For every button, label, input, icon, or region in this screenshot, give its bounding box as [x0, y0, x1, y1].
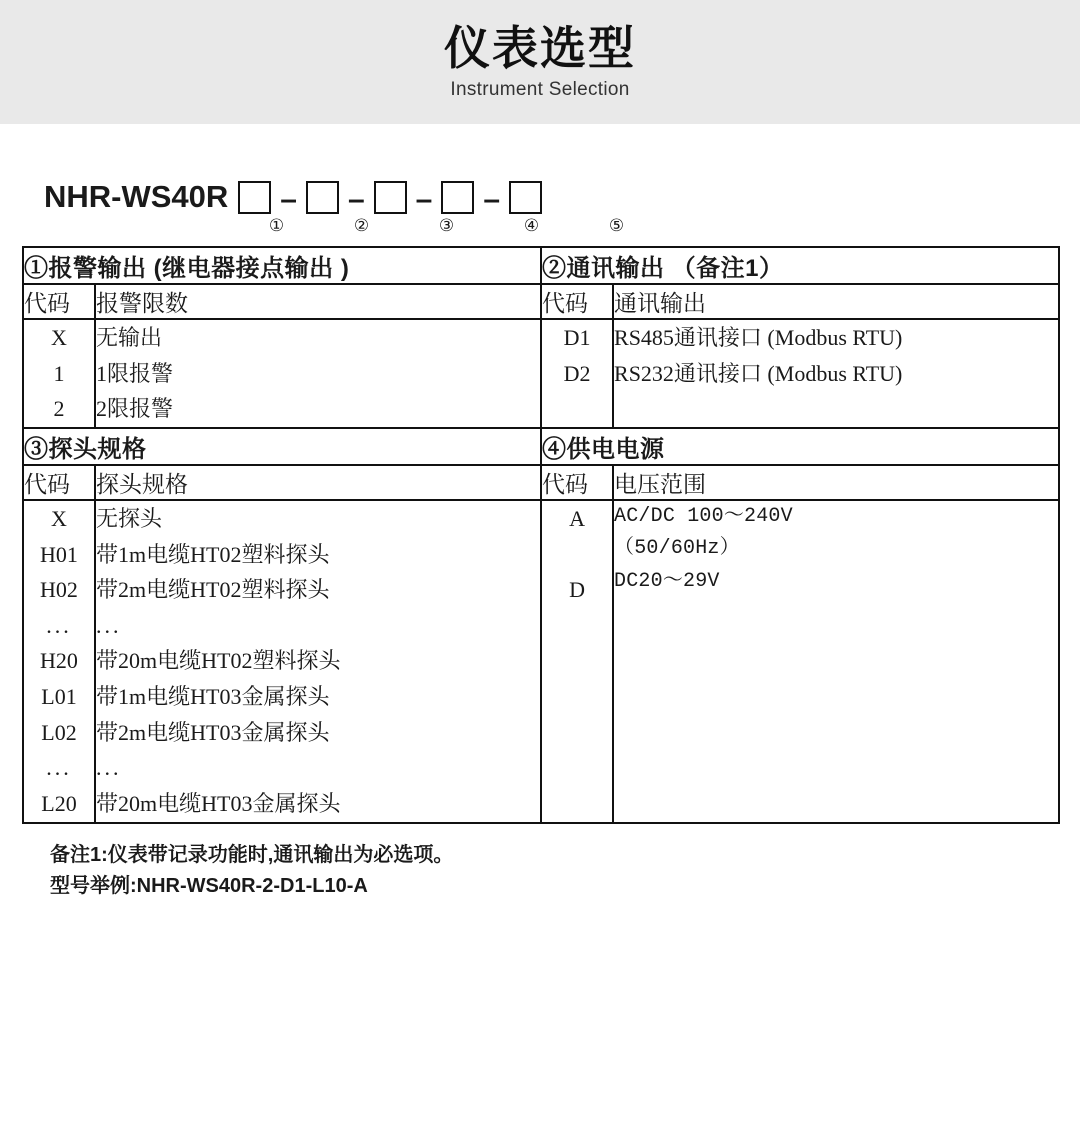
- footnotes: [50, 840, 1058, 902]
- section-2-codes: [541, 319, 613, 428]
- section-1-desc-header: 报警限数: [95, 284, 541, 319]
- list-item: 带2m电缆HT03金属探头: [96, 719, 330, 745]
- section-4-descs: [613, 500, 1059, 823]
- model-box-2[interactable]: [306, 181, 339, 214]
- model-dash-3: –: [415, 183, 433, 216]
- section-4-heading: ④供电电源: [541, 428, 1059, 465]
- list-item: 带1m电缆HT03金属探头: [96, 684, 330, 709]
- section-3-codes: [23, 500, 95, 823]
- list-item: D1: [563, 325, 591, 350]
- model-marker-2: ②: [353, 216, 370, 235]
- list-item: L02: [41, 719, 77, 745]
- page-title: 仪表选型: [444, 22, 636, 75]
- list-item: H20: [40, 648, 78, 674]
- section-2-code-header: 代码: [541, 284, 613, 319]
- model-code-row: [44, 170, 1058, 216]
- section-1-heading: ①报警输出 (继电器接点输出 ): [23, 247, 541, 284]
- list-item: RS232通讯接口 (Modbus RTU): [614, 360, 903, 386]
- section-4-code-header: 代码: [541, 465, 613, 500]
- list-item: D: [569, 577, 585, 603]
- model-box-5[interactable]: [509, 181, 542, 214]
- section-2-descs: [613, 319, 1059, 428]
- model-marker-3: ③: [438, 216, 455, 235]
- selection-table: [22, 246, 1060, 824]
- list-item: 带1m电缆HT02塑料探头: [96, 541, 330, 567]
- section-2-desc-header: 通讯输出: [613, 284, 1059, 319]
- model-marker-1: ①: [268, 216, 285, 235]
- list-item: RS485通讯接口 (Modbus RTU): [614, 325, 903, 350]
- list-item: DC20～29V: [614, 569, 720, 593]
- list-item: 2: [53, 396, 65, 422]
- list-item: ...: [46, 755, 72, 781]
- section-1-codes: [23, 319, 95, 428]
- list-item: A: [569, 505, 585, 531]
- table-row: [23, 247, 1059, 284]
- section-3-code-header: 代码: [23, 465, 95, 500]
- list-item: X: [51, 325, 67, 350]
- list-item: ...: [46, 612, 72, 638]
- model-box-4[interactable]: [441, 181, 474, 214]
- model-box-1[interactable]: [238, 181, 271, 214]
- list-item: H01: [40, 541, 78, 567]
- footnote-1: 备注1:仪表带记录功能时,通讯输出为必选项。: [50, 843, 454, 866]
- list-item: 1限报警: [96, 360, 174, 386]
- list-item: ...: [96, 612, 122, 638]
- model-marker-5: ⑤: [608, 216, 625, 235]
- section-1-descs: [95, 319, 541, 428]
- list-item: ...: [96, 755, 122, 781]
- list-item: L20: [41, 790, 77, 816]
- list-item: 无输出: [96, 325, 163, 350]
- section-4-codes: [541, 500, 613, 823]
- model-marker-row: [44, 216, 1058, 242]
- page-subtitle: Instrument Selection: [450, 78, 630, 100]
- section-3-desc-header: 探头规格: [95, 465, 541, 500]
- list-item: 带20m电缆HT03金属探头: [96, 790, 341, 816]
- section-3-heading: ③探头规格: [23, 428, 541, 465]
- list-item: 带2m电缆HT02塑料探头: [96, 577, 330, 603]
- list-item: X: [51, 505, 67, 531]
- table-row: [23, 465, 1059, 500]
- section-2-heading: ②通讯输出 （备注1）: [541, 247, 1059, 284]
- list-item: 1: [53, 360, 65, 386]
- model-marker-4: ④: [523, 216, 540, 235]
- table-row: [23, 284, 1059, 319]
- footnote-2: 型号举例:NHR-WS40R-2-D1-L10-A: [50, 874, 368, 897]
- list-item: H02: [40, 577, 78, 603]
- table-row: [23, 428, 1059, 465]
- list-item: AC/DC 100～240V: [614, 504, 793, 528]
- page-content: [0, 170, 1080, 902]
- list-item: 带20m电缆HT02塑料探头: [96, 648, 341, 674]
- model-dash-2: –: [347, 183, 365, 216]
- list-item: D2: [563, 360, 591, 386]
- section-3-descs: [95, 500, 541, 823]
- model-dash-4: –: [483, 183, 501, 216]
- section-4-desc-header: 电压范围: [613, 465, 1059, 500]
- model-prefix: NHR-WS40R: [44, 179, 229, 214]
- model-box-3[interactable]: [374, 181, 407, 214]
- section-1-code-header: 代码: [23, 284, 95, 319]
- page-banner: [0, 0, 1080, 124]
- table-row: [23, 500, 1059, 823]
- list-item: 无探头: [96, 505, 163, 531]
- model-dash-1: –: [280, 183, 297, 216]
- list-item: （50/60Hz）: [614, 537, 740, 561]
- list-item: 2限报警: [96, 396, 174, 422]
- table-row: [23, 319, 1059, 428]
- list-item: L01: [41, 684, 77, 709]
